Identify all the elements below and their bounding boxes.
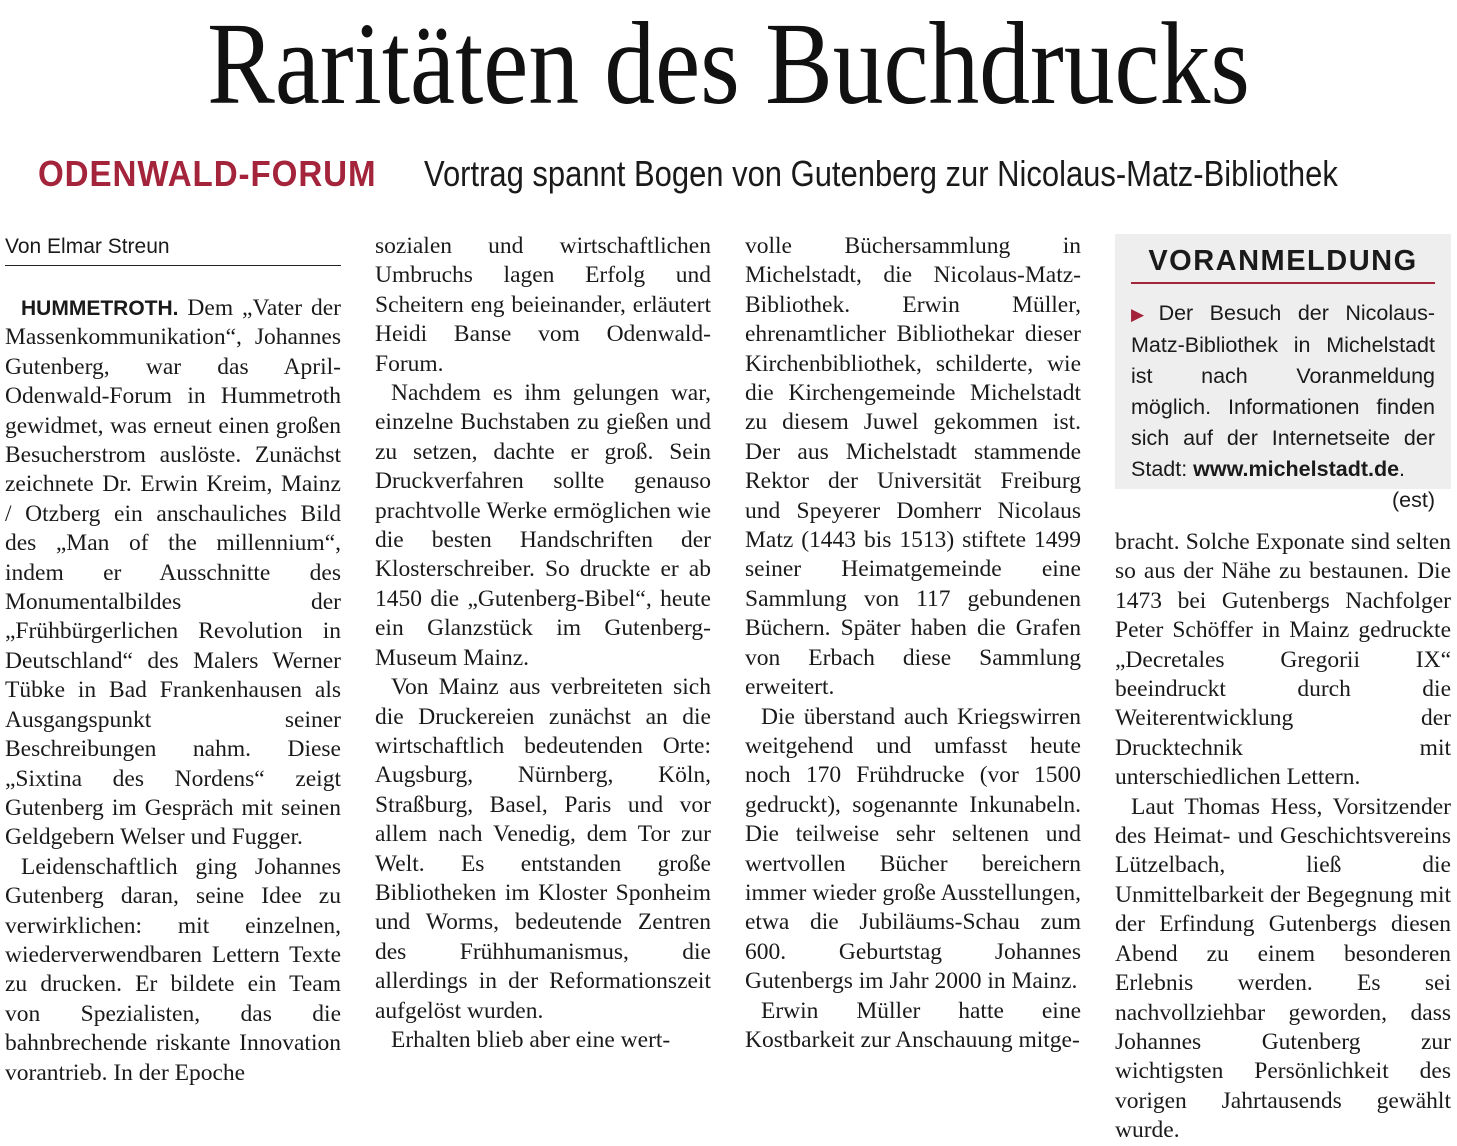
info-box-text: Der Besuch der Nicolaus-Matz-Bibliothek in Michelstadt ist nach Voranmeldung möglich. Informationen finden sich auf der Internetseite der Stadt: xyxy=(1131,301,1435,481)
info-box-title: VORANMELDUNG xyxy=(1131,242,1435,284)
article-column-1 xyxy=(5,232,341,1088)
paragraph: bracht. Solche Exponate sind selten so aus der Nähe zu bestaunen. Die 1473 bei Gutenbergs Nachfolger Peter Schöffer in Mainz gedruckte „Decretales Gregorii IX“ beeindruckt durch die Weiterentwicklung der Drucktechnik mit unterschiedlichen Lettern. xyxy=(1115,529,1451,791)
article-column-2 xyxy=(375,232,711,1055)
paragraph: Erhalten blieb aber eine wert- xyxy=(391,1026,671,1053)
paragraph: Erwin Müller hatte eine Kostbarkeit zur Anschauung mitge- xyxy=(745,997,1081,1053)
paragraph: Von Mainz aus verbreiteten sich die Druckereien zunächst an die wirtschaftlich bedeutenden Orte: Augsburg, Nürnberg, Köln, Straßburg, Basel, Paris und vor allem nach Venedig, dem Tor zur Welt. Es entstanden große Bibliotheken im Kloster Sponheim und Worms, bedeutende Zentren des Frühhumanismus, die allerdings in der Reformationszeit aufgelöst wurden. xyxy=(375,674,711,1024)
paragraph: volle Büchersammlung in Michelstadt, die Nicolaus-Matz-Bibliothek. Erwin Müller, ehrenamtlicher Bibliothekar dieser Kirchenbibliothek, schilderte, wie die Kirchengemeinde Michelstadt zu diesem Juwel gekommen ist. Der aus Michelstadt stammende Rektor der Universität Freiburg und Speyerer Domherr Nicolaus Matz (1443 bis 1513) stiftete 1499 seiner Heimatgemeinde eine Sammlung von 117 gebundenen Büchern. Später haben die Grafen von Erbach diese Sammlung erweitert. xyxy=(745,233,1081,701)
paragraph-text: Dem „Vater der Massenkommunikation“, Johannes Gutenberg, war das April-Odenwald-Forum in Hummetroth gewidmet, was erneut einen großen Besucherstrom auslöste. Zunächst zeichnete Dr. Erwin Kreim, Mainz / Otzberg ein anschauliches Bild des „Man of the millennium“, indem er Ausschnitte des Monumentalbildes der „Frühbürgerlichen Revolution in Deutschland“ des Malers Werner Tübke in Bad Frankenhausen als Ausgangspunkt seiner Beschreibungen nahm. Diese „Sixtina des Nordens“ zeigt Gutenberg im Gespräch mit seinen Geldgebern Welser und Fugger. xyxy=(5,295,341,851)
paragraph: sozialen und wirtschaftlichen Umbruchs lagen Erfolg und Scheitern eng beieinander, erläutert Heidi Banse vom Odenwald-Forum. xyxy=(375,233,711,377)
kicker-line xyxy=(38,150,1438,198)
info-box-url[interactable]: www.michelstadt.de xyxy=(1193,457,1400,481)
kicker: ODENWALD-FORUM xyxy=(38,153,377,194)
info-box-url-suffix: . xyxy=(1399,457,1406,481)
article-column-3 xyxy=(745,232,1081,1055)
paragraph: Nachdem es ihm gelungen war, einzelne Buchstaben zu gießen und zu setzen, dachte er groß. Sein Druckverfahren sollte genauso prachtvolle Werke ermöglichen wie die besten Handschriften der Klosterschreiber. So druckte er ab 1450 die „Gutenberg-Bibel“, heute ein Glanzstück im Gutenberg-Museum Mainz. xyxy=(375,380,711,671)
paragraph: Leidenschaftlich ging Johannes Gutenberg daran, seine Idee zu verwirklichen: mit einzelnen, wiederverwendbaren Lettern Texte zu drucken. Er bildete ein Team von Spezialisten, das die bahnbrechende riskante Innovation vorantrieb. In der Epoche xyxy=(5,853,341,1086)
info-box-credit: (est) xyxy=(1392,488,1435,512)
dateline-place: HUMMETROTH. xyxy=(21,297,179,320)
info-box-body xyxy=(1131,298,1435,512)
info-box xyxy=(1115,234,1451,512)
byline: Von Elmar Streun xyxy=(5,232,341,266)
article-column-4 xyxy=(1115,528,1451,1146)
subline: Vortrag spannt Bogen von Gutenberg zur Nicolaus-Matz-Bibliothek xyxy=(423,153,1338,194)
triangle-right-icon: ▶ xyxy=(1131,305,1155,324)
paragraph xyxy=(5,294,341,853)
headline: Raritäten des Buchdrucks xyxy=(207,0,1250,129)
paragraph: Laut Thomas Hess, Vorsitzender des Heimat- und Geschichtsvereins Lützelbach, ließ die Unmittelbarkeit der Begegnung mit der Erfindung Gutenbergs diesen Abend zu einem besonderen Erlebnis werden. Es sei nachvollziehbar geworden, dass Johannes Gutenberg zur wichtigsten Persönlichkeit des vorigen Jahrtausends gewählt wurde. xyxy=(1115,793,1451,1144)
paragraph: Die überstand auch Kriegswirren weitgehend und umfasst heute noch 170 Frühdrucke (vor 1500 gedruckt), sogenannte Inkunabeln. Die teilweise sehr seltenen und wertvollen Bücher bereichern immer wieder große Ausstellungen, etwa die Jubiläums-Schau zum 600. Geburtstag Johannes Gutenbergs im Jahr 2000 in Mainz. xyxy=(745,703,1081,995)
